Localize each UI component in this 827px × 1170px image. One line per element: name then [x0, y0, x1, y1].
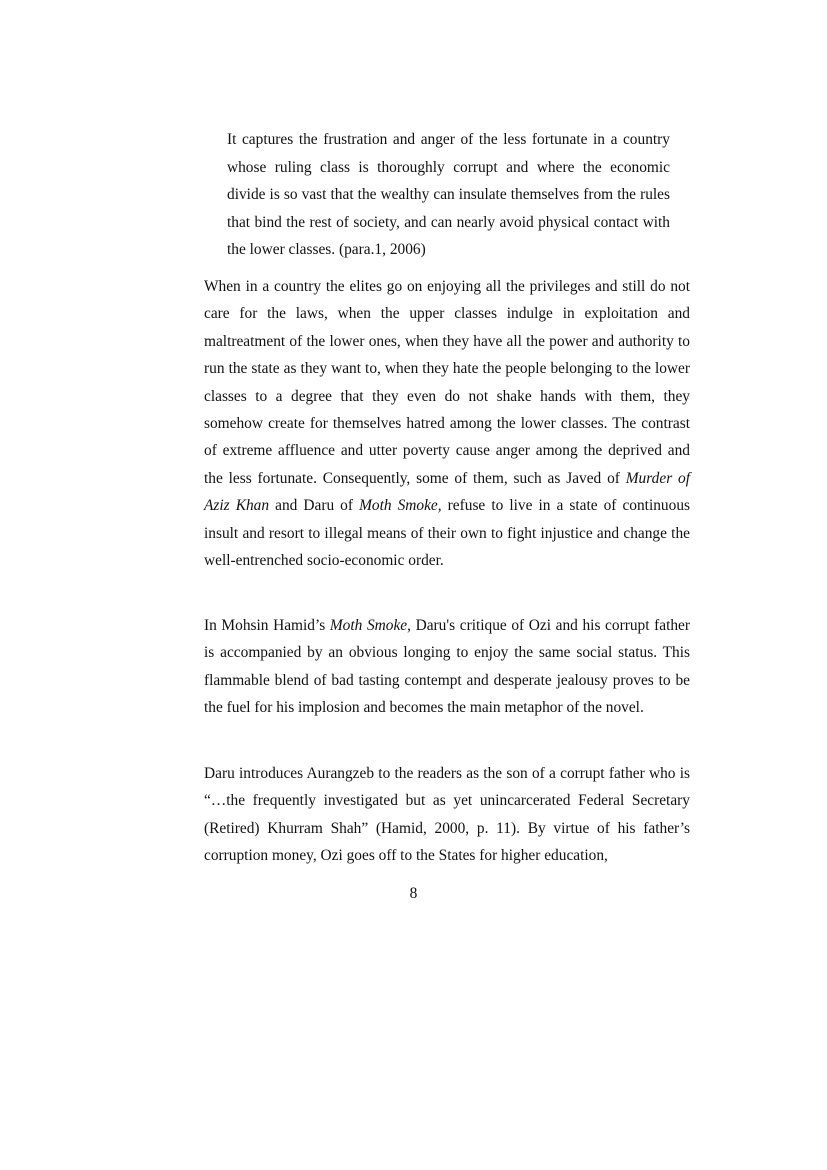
paragraph-elites — [204, 273, 690, 574]
paragraph-elites-text-2: and Daru of — [269, 497, 360, 515]
paragraph-elites-text-3: refuse to live in a state of continuous insult and resort to illegal means of their own to fight injustice and change the well-entrenched socio-economic order. — [204, 497, 691, 570]
book-title-murder-of-aziz-khan: Murder of Aziz Khan — [204, 469, 690, 515]
paragraph-elites-text-1: When in a country the elites go on enjoying all the privileges and still do not care for the laws, when the upper classes indulge in exploitation and maltreatment of the lower ones, when they have all the power and authority to run the state as they want to, when they hate the people belonging to the lower classes to a degree that they even do not shake hands with them, they somehow create for themselves hatred among the lower classes. The contrast of extreme affluence and utter poverty cause anger among the deprived and the less fortunate. Consequently, some of them, such as Javed of — [204, 278, 690, 487]
paragraph-aurangzeb-text: Daru introduces Aurangzeb to the readers as the son of a corrupt father who is “…the frequently investigated but as yet unincarcerated Federal Secretary (Retired) Khurram Shah” (Hamid, 2000, p. 11). By virtue of his father’s corruption money, Ozi goes off to the States for higher education, — [204, 765, 690, 865]
page-number: 8 — [409, 885, 418, 902]
paragraph-aurangzeb — [204, 760, 690, 870]
paragraph-moth-smoke — [204, 612, 690, 722]
paragraph-moth-smoke-text-2: , Daru's critique of Ozi and his corrupt father is accompanied by an obvious longing to enjoy the same social status. This flammable blend of bad tasting contempt and desperate jealousy proves to be the fuel for his implosion and becomes the main metaphor of the novel. — [204, 617, 690, 717]
book-title-moth-smoke: Moth Smoke, — [359, 497, 442, 515]
book-title-moth-smoke-2: Moth Smoke — [329, 617, 408, 634]
block-quote-text: It captures the frustration and anger of the less fortunate in a country whose ruling class is thoroughly corrupt and where the economic divide is so vast that the wealthy can insulate themselves from the rules that bind the rest of society, and can nearly avoid physical contact with the lower classes. (para.1, 2006) — [227, 131, 670, 259]
paragraph-moth-smoke-text-1: In Mohsin Hamid’s — [204, 617, 330, 634]
block-quote — [227, 126, 670, 264]
